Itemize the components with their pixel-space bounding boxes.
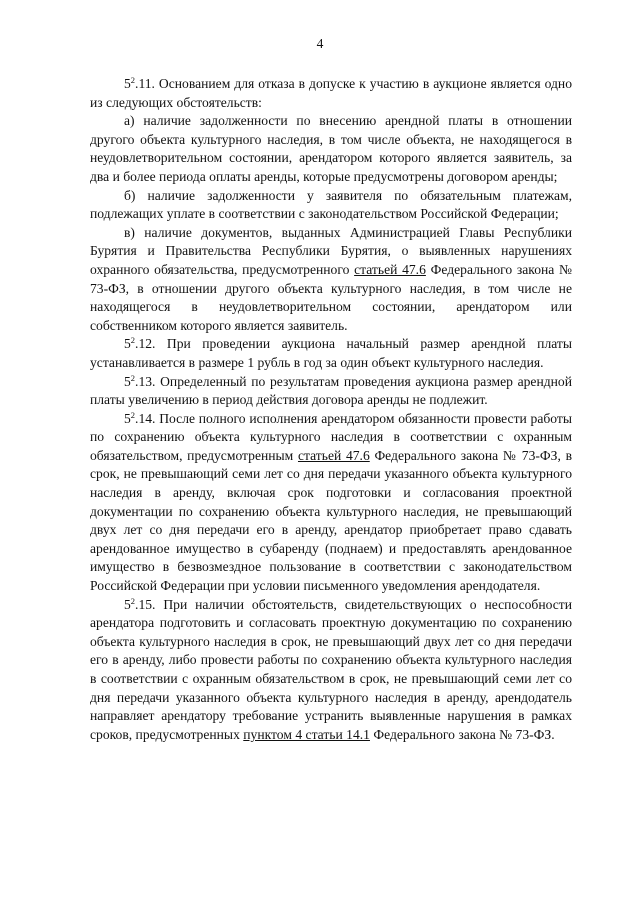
paragraph-text: При наличии обстоятельств, свидетельствующих о неспособности арендатора подготовить и согласовать проектную документацию по сохранению объекта культурного наследия в срок, не превышающий двух лет со дня передачи его в аренду, либо провести работы по сохранению объекта культурного наследия в соответствии с охранным обязательством в срок, не превышающий семи лет со дня передачи указанного объекта культурного наследия в аренду, арендодатель направляет арендатору требование устранить выявленные нарушения в рамках сроков, предусмотренных [90, 596, 572, 742]
paragraph-5-2-13 [90, 373, 572, 410]
paragraph-text: После полного исполнения арендатором обязанности провести работы по сохранению объекта культурного наследия в соответствии с охранным обязательством, предусмотренным [90, 410, 572, 463]
paragraph-text: Федерального закона № 73-ФЗ, в отношении другого объекта культурного наследия, в том числе не находящегося в неудовлетворительном состоянии, арендатором или собственником которого является заявитель. [90, 261, 573, 333]
paragraph-5-2-15 [90, 596, 572, 745]
paragraph-text: При проведении аукциона начальный размер арендной платы устанавливается в размере 1 рубль в год за один объект культурного наследия. [90, 336, 572, 370]
clause-number: $5^2.13$. [124, 372, 156, 389]
paragraph-item-v [90, 224, 572, 336]
law-reference-link[interactable]: пунктом 4 статьи 14.1 [243, 726, 370, 742]
law-reference-link[interactable]: статьей 47.6 [354, 261, 426, 277]
paragraph-text: Федерального закона № 73-ФЗ, в срок, не превышающий семи лет со дня передачи указанного объекта культурного наследия в аренду, включая срок подготовки и согласования проектной документации по сохранению объекта культурного наследия, не превышающий двух лет со дня передачи его в аренду, арендатор приобретает право сдавать арендованное имущество в субаренду (поднаем) и предоставлять арендованное имущество в безвозмездное пользование в соответствии с законодательством Российской Федерации при условии письменного уведомления арендодателя. [90, 447, 572, 594]
paragraph-text: б) наличие задолженности у заявителя по обязательным платежам, подлежащих уплате в соответствии с законодательством Российской Федерации; [90, 187, 572, 222]
paragraph-item-a [90, 112, 572, 186]
paragraph-text: Основанием для отказа в допуске к участию в аукционе является одно из следующих обстоятельств: [90, 76, 572, 110]
paragraph-5-2-12 [90, 335, 572, 372]
document-body [90, 75, 572, 744]
law-reference-link[interactable]: статьей 47.6 [297, 447, 370, 463]
paragraph-text: Определенный по результатам проведения аукциона размер арендной платы увеличению в период действия договора аренды не подлежит. [90, 373, 572, 408]
clause-number: $5^2.12$. [124, 335, 156, 352]
clause-number: $5^2.15$. [124, 595, 156, 612]
paragraph-item-b [90, 187, 572, 224]
paragraph-text: в) наличие документов, выданных Администрацией Главы Республики Бурятия и Правительства Республики Бурятия, о выявленных нарушениях охранного обязательства, предусмотренного [90, 224, 572, 277]
paragraph-5-2-14 [90, 410, 572, 596]
page-number: 4 [316, 36, 324, 51]
clause-number: $5^2.11$. [124, 75, 155, 91]
paragraph-text: а) наличие задолженности по внесению арендной платы в отношении другого объекта культурного наследия, в том числе объекта, не находящегося в неудовлетворительном состоянии, арендатором которого является заявитель, за два и более периода оплаты аренды, которые предусмотрены договором аренды; [90, 113, 572, 184]
paragraph-text: Федерального закона № 73-ФЗ. [369, 726, 555, 742]
clause-number: $5^2.14$. [124, 409, 156, 426]
paragraph-5-2-11 [90, 75, 572, 112]
